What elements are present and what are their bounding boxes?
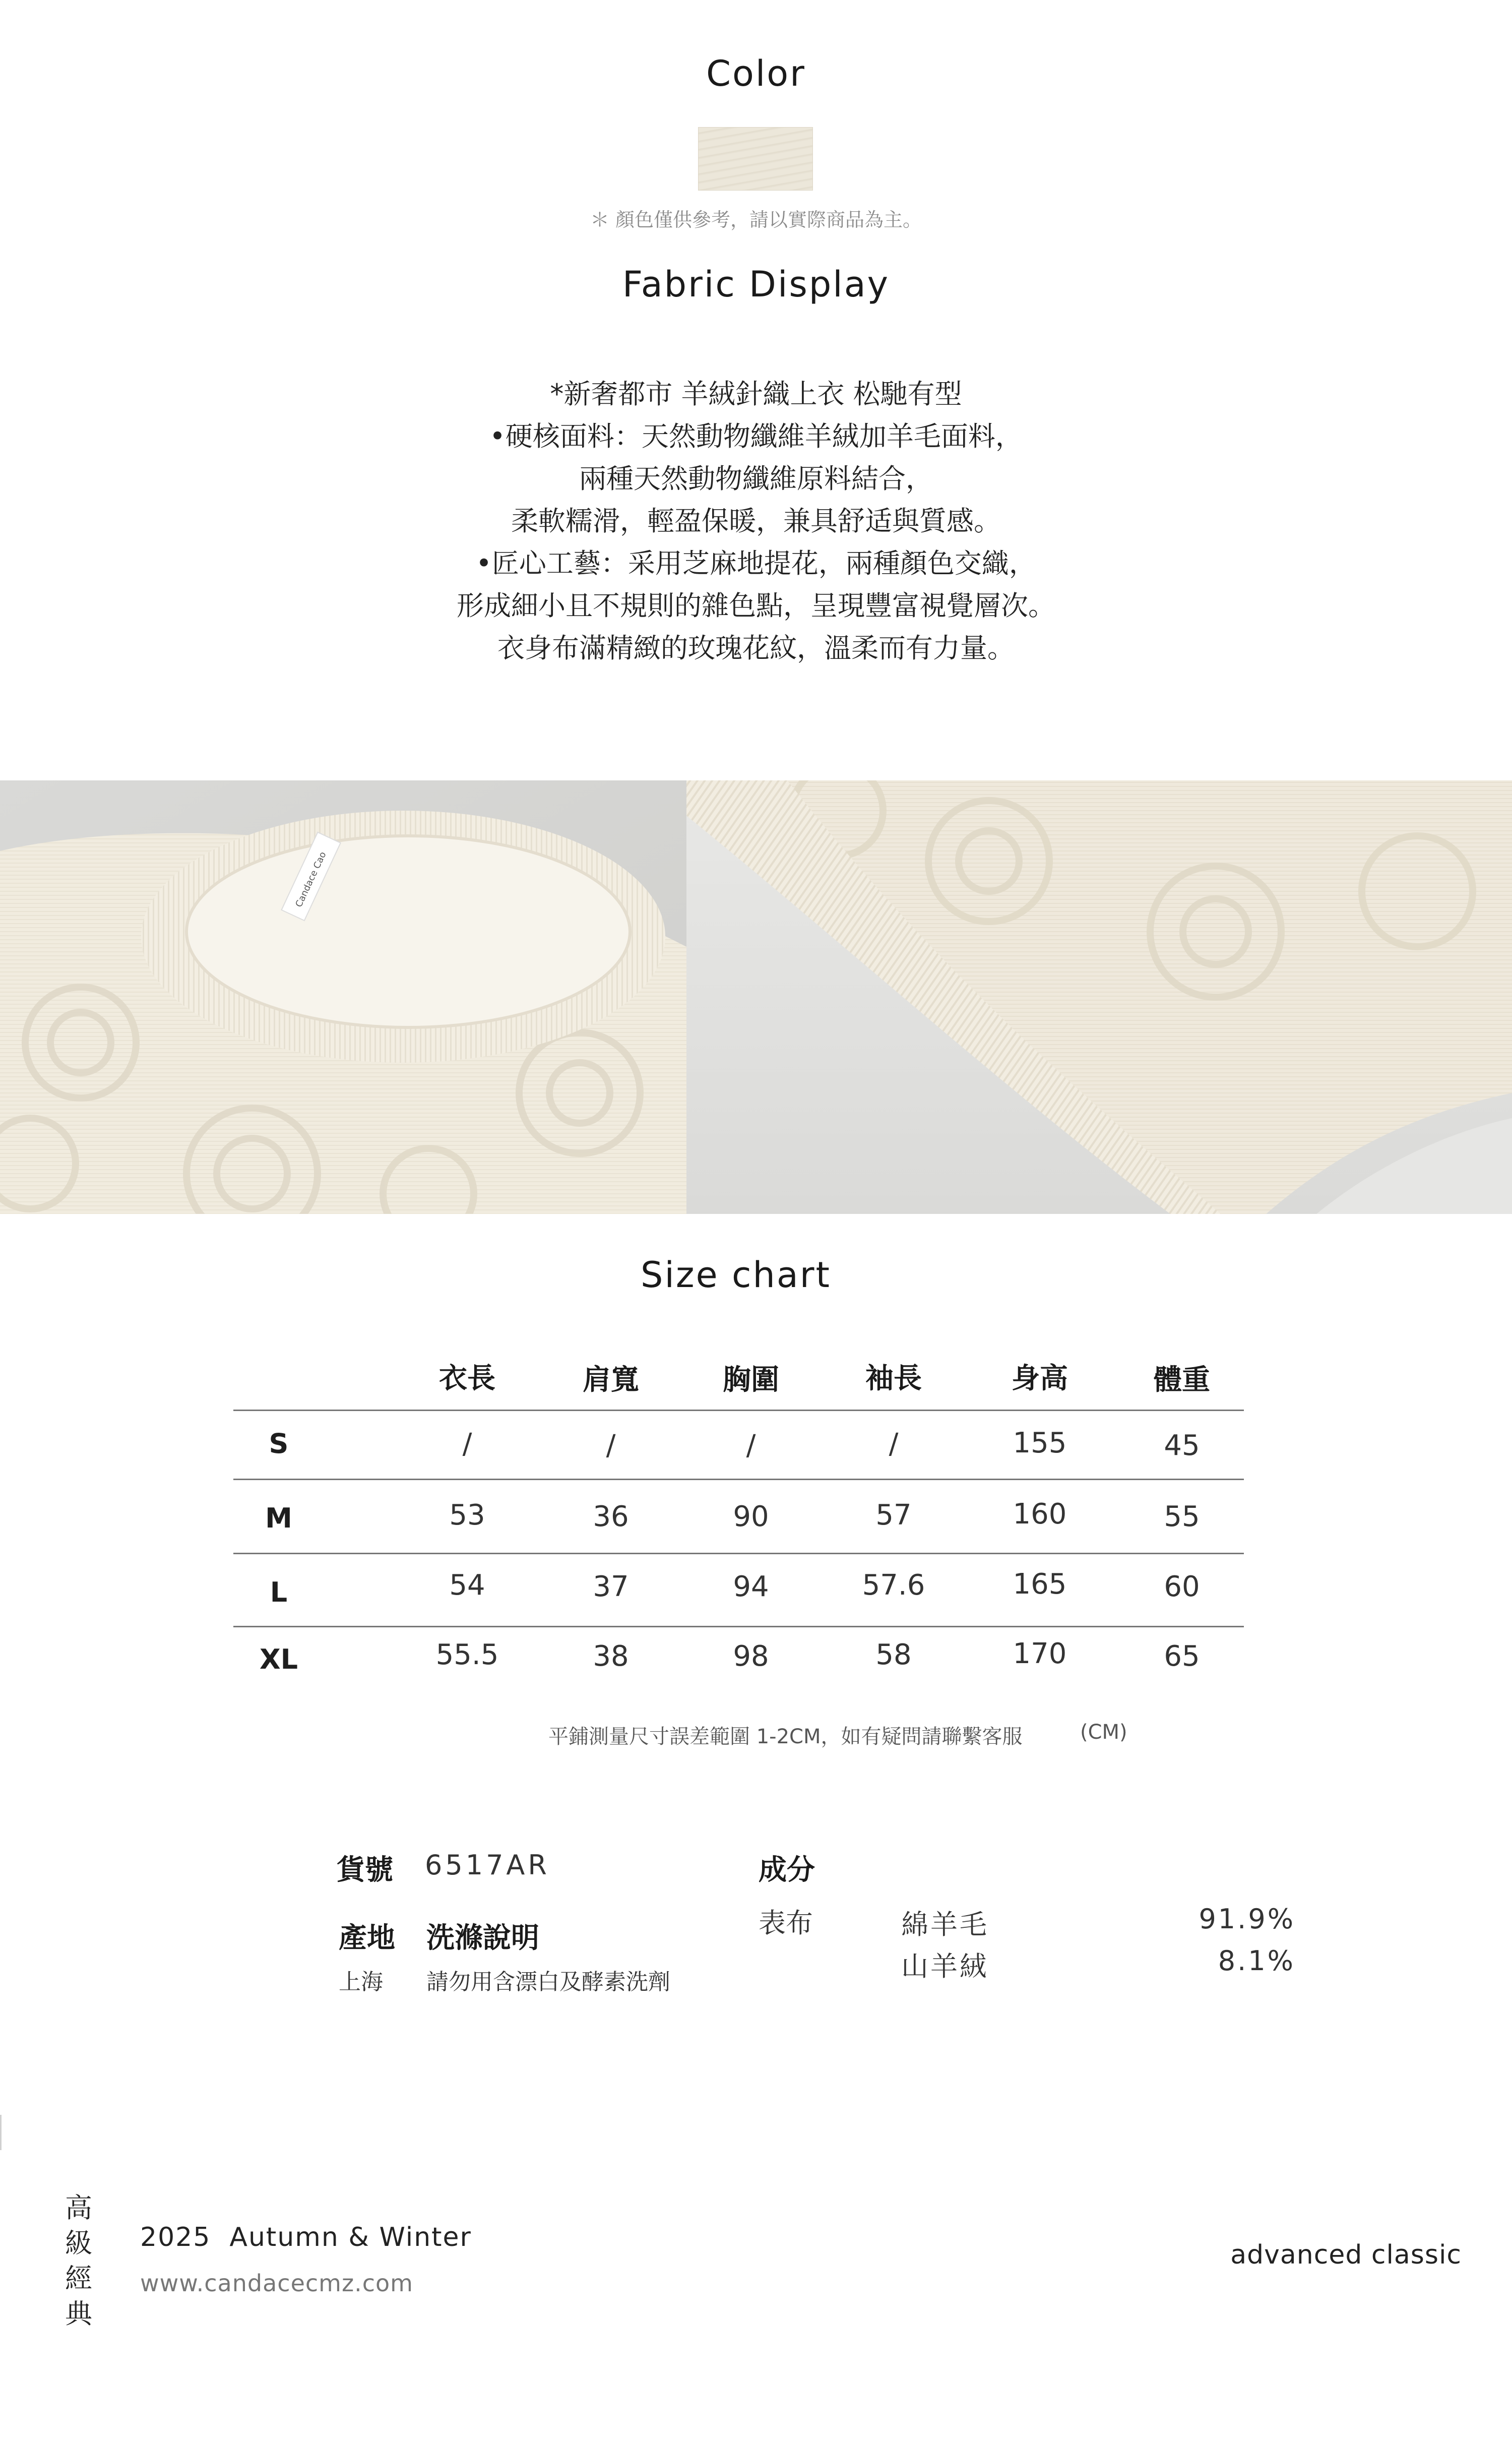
table-cell: 170 <box>1013 1637 1067 1670</box>
sku-value: 6517AR <box>425 1849 550 1881</box>
table-cell: 90 <box>733 1500 769 1533</box>
table-divider <box>233 1553 1244 1554</box>
row-label-xl: XL <box>259 1643 298 1675</box>
table-cell: 94 <box>733 1570 769 1603</box>
table-cell: 98 <box>733 1640 769 1673</box>
table-cell: 58 <box>875 1638 912 1671</box>
table-divider <box>233 1479 1244 1480</box>
table-cell: / <box>606 1429 616 1462</box>
tagline: advanced classic <box>1230 2240 1462 2270</box>
hem-detail-photo <box>686 780 1512 1214</box>
table-cell: 60 <box>1164 1570 1200 1603</box>
fabric-line: *新奢都市 羊絨針織上衣 松馳有型 <box>550 378 962 410</box>
table-cell: 45 <box>1164 1429 1200 1462</box>
table-divider <box>233 1626 1244 1627</box>
fabric-line: 兩種天然動物纖維原料結合， <box>579 463 933 495</box>
season-label: 2025 Autumn & Winter <box>140 2222 472 2252</box>
fabric-line: 衣身布滿精緻的玫瑰花紋，溫柔而有力量。 <box>497 632 1015 664</box>
size-footnote: 平鋪測量尺寸誤差範圍 1-2CM，如有疑問請聯繫客服 <box>548 1725 1023 1748</box>
origin-label: 產地 <box>339 1922 395 1955</box>
material-name: 綿羊毛 <box>901 1909 989 1940</box>
table-cell: / <box>746 1429 756 1462</box>
table-cell: / <box>462 1428 472 1460</box>
table-cell: / <box>889 1428 899 1460</box>
vertical-brand-text <box>64 2190 94 2332</box>
collar-detail-photo <box>0 780 686 1214</box>
fabric-line: 柔軟糯滑，輕盈保暖，兼具舒适與質感。 <box>511 505 1001 537</box>
col-header-weight: 體重 <box>1154 1364 1210 1396</box>
fabric-line: •硬核面料：天然動物纖維羊絨加羊毛面料， <box>489 420 1023 452</box>
material-percent: 91.9% <box>1199 1903 1295 1935</box>
origin-value: 上海 <box>339 1969 383 1995</box>
table-cell: 38 <box>593 1640 629 1673</box>
table-cell: 65 <box>1164 1640 1200 1673</box>
col-header-height: 身高 <box>1012 1362 1068 1395</box>
fabric-description <box>0 373 1512 669</box>
table-cell: 53 <box>449 1499 485 1532</box>
table-cell: 36 <box>593 1500 629 1533</box>
table-cell: 57 <box>875 1499 912 1532</box>
color-title: Color <box>706 53 806 94</box>
composition-label: 成分 <box>759 1854 815 1886</box>
size-chart-title: Size chart <box>641 1254 831 1296</box>
table-cell: 160 <box>1013 1498 1067 1531</box>
row-label-s: S <box>269 1428 289 1459</box>
table-cell: 54 <box>449 1569 485 1602</box>
table-cell: 155 <box>1013 1427 1067 1459</box>
table-cell: 165 <box>1013 1568 1067 1601</box>
edge-mark <box>0 2115 2 2150</box>
material-name: 山羊絨 <box>901 1950 989 1982</box>
wash-value: 請勿用含漂白及酵素洗劑 <box>426 1969 670 1995</box>
table-cell: 57.6 <box>862 1569 925 1602</box>
col-header-chest: 胸圍 <box>723 1364 779 1396</box>
table-cell: 55 <box>1164 1500 1200 1533</box>
unit-label: (CM) <box>1080 1721 1127 1744</box>
color-note: ＊ 顏色僅供參考，請以實際商品為主。 <box>590 209 922 231</box>
website-link[interactable]: www.candacecmz.com <box>140 2270 413 2297</box>
vertical-char: 高 <box>65 2192 92 2224</box>
fabric-title: Fabric Display <box>622 264 890 305</box>
fabric-label: 表布 <box>759 1907 813 1939</box>
vertical-char: 級 <box>65 2227 92 2259</box>
table-cell: 37 <box>593 1570 629 1603</box>
fabric-line: 形成細小且不規則的雜色點，呈現豐富視覺層次。 <box>457 590 1055 622</box>
sku-label: 貨號 <box>337 1854 393 1886</box>
material-percent: 8.1% <box>1218 1945 1295 1977</box>
svg-text:Candace Cao: Candace Cao <box>293 850 329 909</box>
wash-label: 洗滌說明 <box>426 1922 539 1955</box>
vertical-char: 典 <box>65 2298 92 2330</box>
row-label-m: M <box>265 1502 292 1534</box>
vertical-char: 經 <box>65 2263 92 2294</box>
col-header-length: 衣長 <box>439 1362 495 1395</box>
col-header-sleeve: 袖長 <box>865 1362 922 1395</box>
table-cell: 55.5 <box>435 1638 499 1671</box>
color-swatch <box>698 127 813 191</box>
row-label-l: L <box>270 1576 288 1608</box>
col-header-shoulder: 肩寬 <box>583 1364 639 1396</box>
table-divider <box>233 1410 1244 1411</box>
fabric-line: •匠心工藝：采用芝麻地提花，兩種顏色交織， <box>476 547 1036 579</box>
